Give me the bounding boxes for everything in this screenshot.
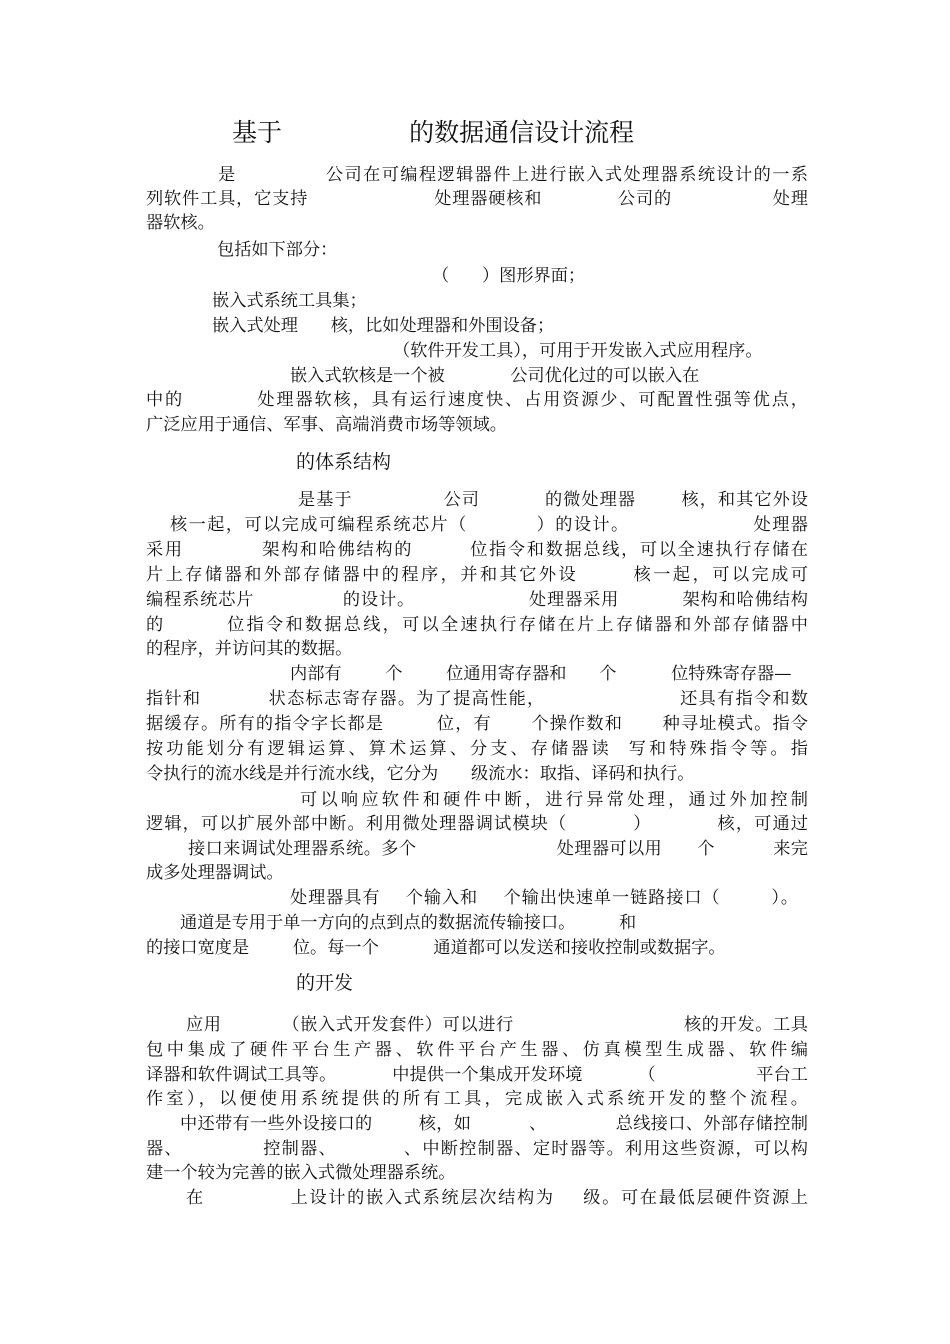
list-item: 嵌入式系统工具集； xyxy=(212,291,367,311)
paragraph-line: 逻辑，可以扩展外部中断。利用微处理器调试模块（ ） 核，可通过 xyxy=(146,814,808,834)
paragraph-line: 器、 控制器、 、中断控制器、定时器等。利用这些资源，可以构 xyxy=(146,1139,808,1159)
paragraph-line: 据缓存。所有的指令字长都是 位，有 个操作数和 种寻址模式。指令 xyxy=(146,714,808,734)
paragraph-line: 内部有 个 位通用寄存器和 个 位特殊寄存器— xyxy=(290,664,792,684)
paragraph-line: 接口来调试处理器系统。多个 处理器可以用 个 来完 xyxy=(188,839,808,859)
paragraph-line: 包括如下部分： xyxy=(217,240,338,260)
document-title: 基于 的数据通信设计流程 xyxy=(232,118,635,147)
paragraph-line: 是基于 公司 的微处理器 核，和其它外设 xyxy=(298,490,808,510)
paragraph-line: 是 公司在可编程逻辑器件上进行嵌入式处理器系统设计的一系 xyxy=(218,165,808,185)
paragraph-line: 中的 处理器软核，具有运行速度快、占用资源少、可配置性强等优点， xyxy=(146,390,808,410)
paragraph-line: 成多处理器调试。 xyxy=(146,863,284,883)
list-item: （软件开发工具），可用于开发嵌入式应用程序。 xyxy=(393,341,763,361)
paragraph-line: 处理器具有 个输入和 个输出快速单一链路接口（ ）。 xyxy=(290,888,798,908)
paragraph-line: 嵌入式软核是一个被 公司优化过的可以嵌入在 xyxy=(290,366,700,386)
paragraph-line: 令执行的流水线是并行流水线，它分为 级流水：取指、译码和执行。 xyxy=(146,764,695,784)
paragraph-line: 核一起，可以完成可编程系统芯片（ ）的设计。 处理器 xyxy=(170,515,808,535)
section-heading: 的开发 xyxy=(296,972,354,994)
paragraph-line: 按功能划分有逻辑运算、算术运算、分支、存储器读 写和特殊指令等。指 xyxy=(146,739,808,759)
paragraph-line: 可以响应软件和硬件中断，进行异常处理，通过外加控制 xyxy=(300,790,808,810)
paragraph-line: 应用 （嵌入式开发套件）可以进行 核的开发。工具 xyxy=(186,1015,808,1035)
paragraph-line: 建一个较为完善的嵌入式微处理器系统。 xyxy=(146,1163,456,1183)
list-item: （ ）图形界面； xyxy=(432,266,586,286)
paragraph-line: 的接口宽度是 位。每一个 通道都可以发送和接收控制或数据字。 xyxy=(146,938,726,958)
paragraph-line: 指针和 状态标志寄存器。为了提高性能， 还具有指令和数 xyxy=(146,689,808,709)
paragraph-line: 作室），以便使用系统提供的所有工具，完成嵌入式系统开发的整个流程。 xyxy=(146,1089,808,1109)
paragraph-line: 译器和软件调试工具等。 中提供一个集成开发环境 （ 平台工 xyxy=(146,1065,808,1085)
section-heading: 的体系结构 xyxy=(296,451,392,473)
paragraph-line: 广泛应用于通信、军事、高端消费市场等领域。 xyxy=(146,415,507,435)
paragraph-line: 在 上设计的嵌入式系统层次结构为 级。可在最低层硬件资源上 xyxy=(186,1188,808,1208)
paragraph-line: 采用 架构和哈佛结构的 位指令和数据总线，可以全速执行存储在 xyxy=(146,540,808,560)
paragraph-line: 的程序，并访问其的数据。 xyxy=(146,639,353,659)
paragraph-line: 中还带有一些外设接口的 核，如 、 总线接口、外部存储控制 xyxy=(180,1114,808,1134)
list-item: 嵌入式处理 核，比如处理器和外围设备； xyxy=(212,316,555,336)
paragraph-line: 通道是专用于单一方向的点到点的数据流传输接口。 和 xyxy=(180,913,637,933)
paragraph-line: 的 位指令和数据总线，可以全速执行存储在片上存储器和外部存储器中 xyxy=(146,615,808,635)
paragraph-line: 列软件工具，它支持 处理器硬核和 公司的 处理 xyxy=(146,189,808,209)
paragraph-line: 器软核。 xyxy=(146,213,215,233)
paragraph-line: 包中集成了硬件平台生产器、软件平台产生器、仿真模型生成器、软件编 xyxy=(146,1040,808,1060)
paragraph-line: 编程系统芯片 的设计。 处理器采用 架构和哈佛结构 xyxy=(146,590,808,610)
paragraph-line: 片上存储器和外部存储器中的程序，并和其它外设 核一起，可以完成可 xyxy=(146,565,808,585)
